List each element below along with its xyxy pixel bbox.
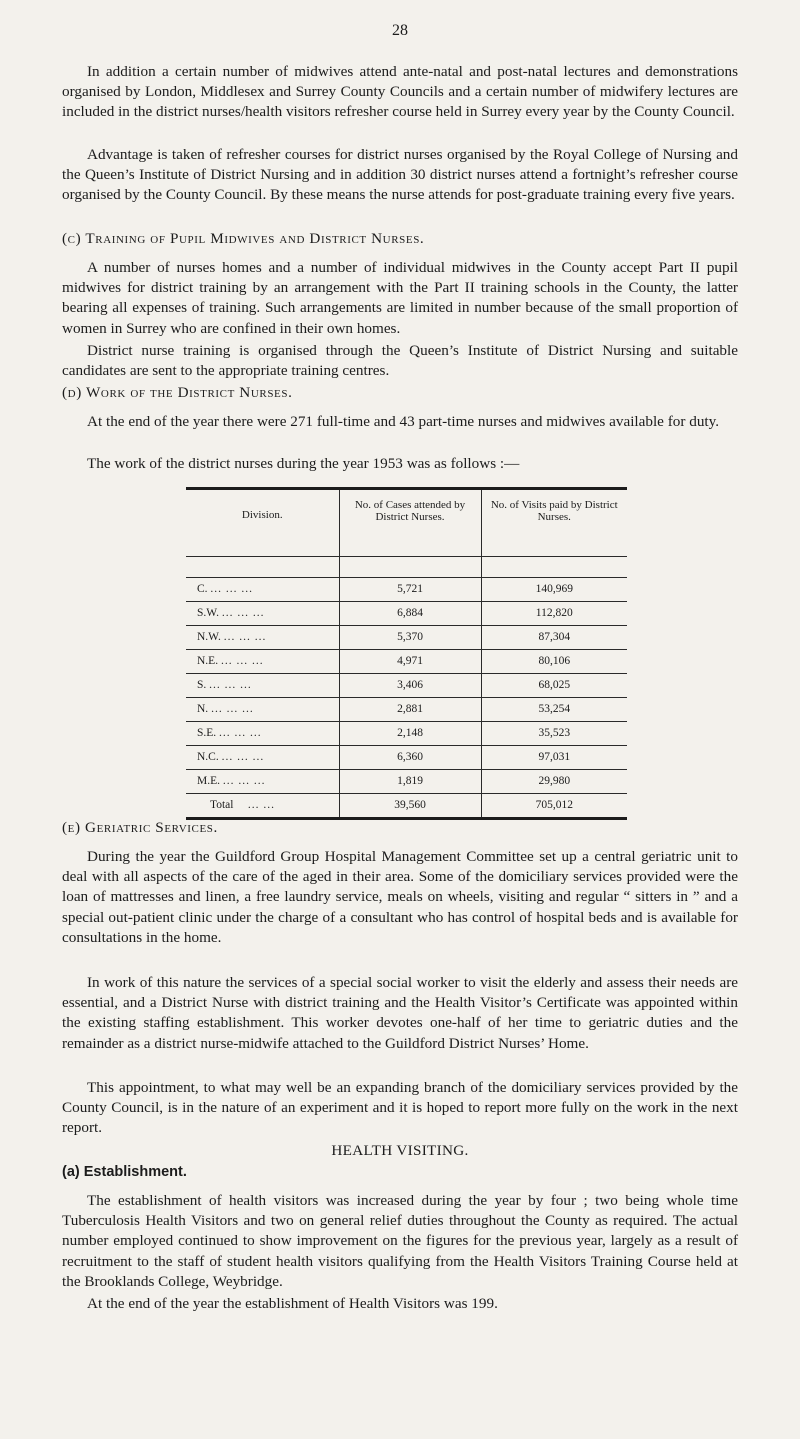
header-cases: No. of Cases attended by District Nurses. [339, 489, 481, 557]
paragraph-geriatric-unit: During the year the Guildford Group Hospital Management Committee set up a central geriatric unit to deal with all aspects of the care of the aged in their area. Some of the domiciliary services provided were the loan of mattresses and linen, a free laundry service, meals on wheels, visiting and regular “ sitters in ” and a special out-patient clinic under the charge of a consultant who has control of hospital beds and is available for consultations in the home. [62, 848, 738, 946]
visits-cell: 35,523 [481, 722, 627, 746]
visits-cell: 97,031 [481, 746, 627, 770]
header-visits: No. of Visits paid by District Nurses. [481, 489, 627, 557]
table-row [186, 722, 627, 746]
cases-cell: 6,884 [339, 602, 481, 626]
table-row [186, 698, 627, 722]
heading-establishment: (a) Establishment. [62, 1164, 187, 1180]
paragraph-establishment-increase: The establishment of health visitors was increased during the year by four ; two being whole time Tuberculosis Health Visitors and two on general relief duties throughout the County as required. The actual number employed continued to show improvement on the figures for the previous year, largely as a result of recruitment to the staff of student health visitors qualifying from the Health Visitors Training Course held at the Brooklands College, Weybridge. [62, 1192, 738, 1290]
cases-cell: 2,881 [339, 698, 481, 722]
cases-cell: 1,819 [339, 770, 481, 794]
visits-cell: 29,980 [481, 770, 627, 794]
table-row [186, 650, 627, 674]
table-spacer-row [186, 557, 627, 578]
table-header-row [186, 489, 627, 557]
total-visits-cell: 705,012 [481, 794, 627, 819]
visits-cell: 140,969 [481, 578, 627, 602]
paragraph-establishment-total: At the end of the year the establishment of Health Visitors was 199. [87, 1295, 498, 1312]
cases-cell: 5,721 [339, 578, 481, 602]
total-label-cell: Total ... ... [186, 794, 339, 819]
paragraph-nurses-homes: A number of nurses homes and a number of individual midwives in the County accept Part II pupil midwives for district training by an arrangement with the Part II training schools in the County, the latter bearing all expenses of training. Such arrangements are limited in number because of the small proportion of women in Surrey who are confined in their own homes. [62, 259, 738, 337]
table-row [186, 626, 627, 650]
district-nurses-table [186, 487, 627, 820]
division-cell: S.W. ... ... ... [186, 602, 339, 626]
visits-cell: 80,106 [481, 650, 627, 674]
cases-cell: 6,360 [339, 746, 481, 770]
total-cases-cell: 39,560 [339, 794, 481, 819]
table-row [186, 746, 627, 770]
division-cell: N.E. ... ... ... [186, 650, 339, 674]
heading-geriatric-services: (e) Geriatric Services. [62, 819, 218, 836]
visits-cell: 87,304 [481, 626, 627, 650]
division-cell: S.E. ... ... ... [186, 722, 339, 746]
paragraph-work-1953: The work of the district nurses during the year 1953 was as follows :— [87, 455, 520, 472]
cases-cell: 2,148 [339, 722, 481, 746]
paragraph-midwives-lectures: In addition a certain number of midwives attend ante-natal and post-natal lectures and demonstrations organised by London, Middlesex and Surrey County Councils and a certain number of midwifery lectures are included in the district nurses/health visitors refresher course held in Surrey every year by the County Council. [62, 63, 738, 121]
paragraph-nurses-available: At the end of the year there were 271 full-time and 43 part-time nurses and midwives available for duty. [87, 413, 720, 430]
cases-cell: 3,406 [339, 674, 481, 698]
division-cell: N.W. ... ... ... [186, 626, 339, 650]
cases-cell: 5,370 [339, 626, 481, 650]
heading-training-pupil-midwives: (c) Training of Pupil Midwives and District Nurses. [62, 230, 425, 247]
page-number: 28 [392, 22, 408, 39]
table-row [186, 602, 627, 626]
paragraph-refresher-courses: Advantage is taken of refresher courses for district nurses organised by the Royal College of Nursing and the Queen’s Institute of District Nursing and in addition 30 district nurses attend a fortnight’s refresher course organised by the County Council. By these means the nurse attends for post-graduate training every five years. [62, 146, 738, 204]
cases-cell: 4,971 [339, 650, 481, 674]
visits-cell: 68,025 [481, 674, 627, 698]
division-cell: C. ... ... ... [186, 578, 339, 602]
paragraph-appointment-experiment: This appointment, to what may well be an expanding branch of the domiciliary services provided by the County Council, is in the nature of an experiment and it is hoped to report more fully on the work in the next report. [62, 1079, 738, 1137]
table-total-row [186, 794, 627, 819]
table-row [186, 674, 627, 698]
visits-cell: 112,820 [481, 602, 627, 626]
division-cell: M.E. ... ... ... [186, 770, 339, 794]
paragraph-district-training: District nurse training is organised through the Queen’s Institute of District Nursing and suitable candidates are sent to the appropriate training centres. [62, 342, 738, 380]
paragraph-social-worker: In work of this nature the services of a special social worker to visit the elderly and assess their needs are essential, and a District Nurse with district training and the Health Visitor’s Certificate was appointed within the existing staffing establishment. This worker devotes one-half of her time to geriatric duties and the remainder as a district nurse-midwife attached to the Guildford District Nurses’ Home. [62, 974, 738, 1052]
table-row [186, 770, 627, 794]
header-division: Division. [241, 509, 283, 521]
division-cell: N.C. ... ... ... [186, 746, 339, 770]
visits-cell: 53,254 [481, 698, 627, 722]
division-cell: N. ... ... ... [186, 698, 339, 722]
heading-work-district-nurses: (d) Work of the District Nurses. [62, 384, 293, 401]
heading-health-visiting: HEALTH VISITING. [331, 1142, 469, 1159]
division-cell: S. ... ... ... [186, 674, 339, 698]
table-row [186, 578, 627, 602]
